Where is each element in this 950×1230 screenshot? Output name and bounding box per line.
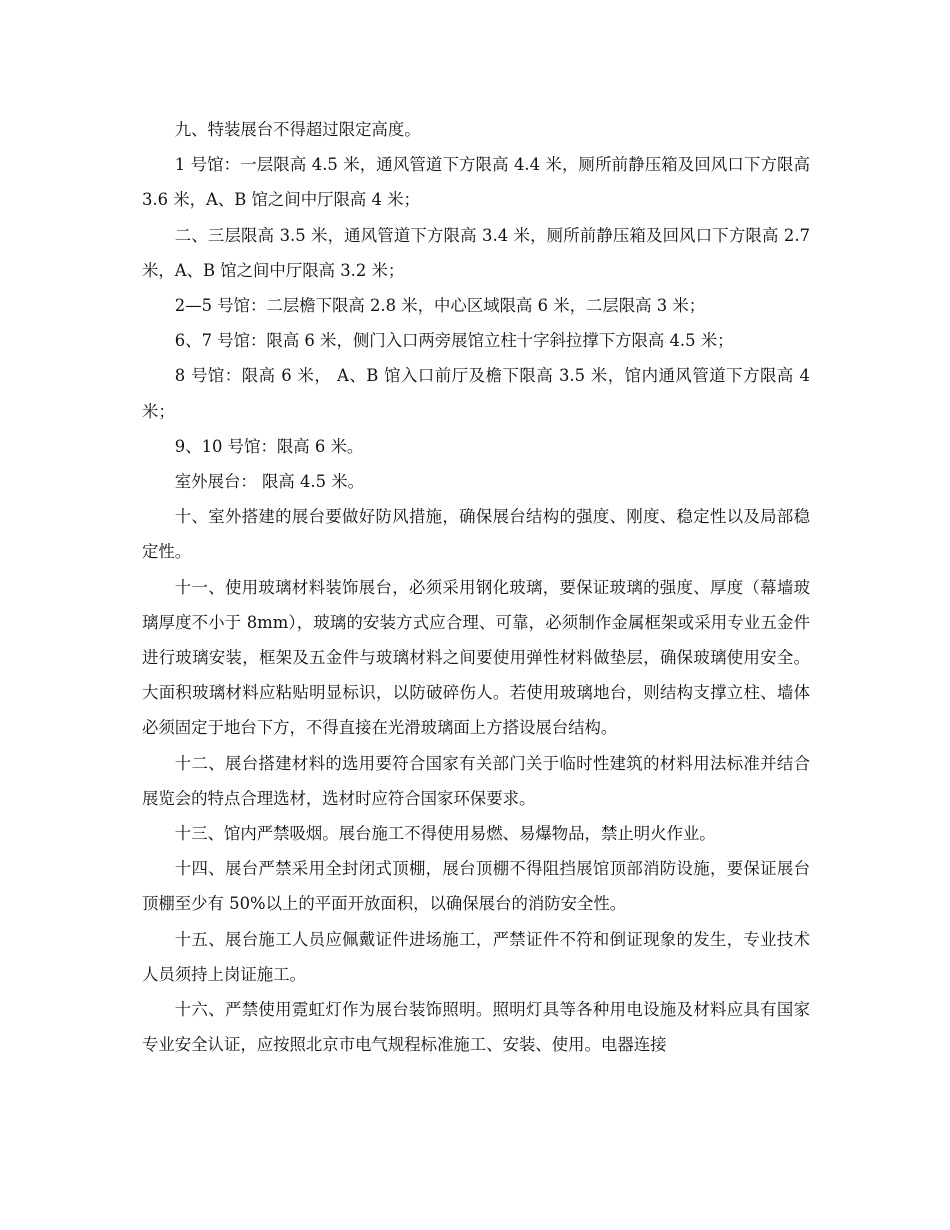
paragraph-outdoor-booth: 室外展台： 限高 4.5 米。 xyxy=(174,472,365,492)
paragraph-rule-11: 十一、使用玻璃材料装饰展台，必须采用钢化玻璃，要保证玻璃的强度、厚度（幕墙玻璃厚度不小于 8mm），玻璃的安装方式应合理、可靠，必须制作金属框架或采用专业五金件进行玻璃安装，框架及五金件与玻璃材料之间要使用弹性材料做垫层，确保玻璃使用安全。大面积玻璃材料应粘贴明显标识，以防破碎伤人。若使用玻璃地台，则结构支撑立柱、墙体必须固定于地台下方，不得直接在光滑玻璃面上方搭设展台结构。 xyxy=(142,577,810,738)
paragraph-hall-9-10: 9、10 号馆：限高 6 米。 xyxy=(174,436,364,456)
paragraph-rule-10: 十、室外搭建的展台要做好防风措施，确保展台结构的强度、刚度、稳定性以及局部稳定性。 xyxy=(142,507,810,562)
paragraph-hall-1: 1 号馆：一层限高 4.5 米，通风管道下方限高 4.4 米，厕所前静压箱及回风口下方限高 3.6 米，A、B 馆之间中厅限高 4 米； xyxy=(142,155,816,210)
document-page xyxy=(142,112,816,1062)
paragraph-hall-1-upper-floors: 二、三层限高 3.5 米，通风管道下方限高 3.4 米，厕所前静压箱及回风口下方限高 2.7 米，A、B 馆之间中厅限高 3.2 米； xyxy=(142,225,816,280)
paragraph-height-limit-heading: 九、特装展台不得超过限定高度。 xyxy=(174,120,421,139)
paragraph-rule-12: 十二、展台搭建材料的选用要符合国家有关部门关于临时性建筑的材料用法标准并结合展览会的特点合理选材，选材时应符合国家环保要求。 xyxy=(142,753,810,808)
paragraph-rule-16: 十六、严禁使用霓虹灯作为展台装饰照明。照明灯具等各种用电设施及材料应具有国家专业安全认证，应按照北京市电气规程标准施工、安装、使用。电器连接 xyxy=(142,1000,810,1055)
paragraph-hall-2-5: 2—5 号馆：二层檐下限高 2.8 米，中心区域限高 6 米，二层限高 3 米； xyxy=(174,296,706,316)
paragraph-rule-14: 十四、展台严禁采用全封闭式顶棚，展台顶棚不得阻挡展馆顶部消防设施，要保证展台顶棚至少有 50%以上的平面开放面积，以确保展台的消防安全性。 xyxy=(142,859,810,914)
paragraph-rule-15: 十五、展台施工人员应佩戴证件进场施工，严禁证件不符和倒证现象的发生，专业技术人员须持上岗证施工。 xyxy=(142,929,810,984)
paragraph-hall-6-7: 6、7 号馆：限高 6 米，侧门入口两旁展馆立柱十字斜拉撑下方限高 4.5 米； xyxy=(174,331,734,351)
paragraph-hall-8: 8 号馆：限高 6 米， A、B 馆入口前厅及檐下限高 3.5 米，馆内通风管道下方限高 4 米； xyxy=(142,366,816,421)
paragraph-rule-13: 十三、馆内严禁吸烟。展台施工不得使用易燃、易爆物品，禁止明火作业。 xyxy=(174,824,716,844)
